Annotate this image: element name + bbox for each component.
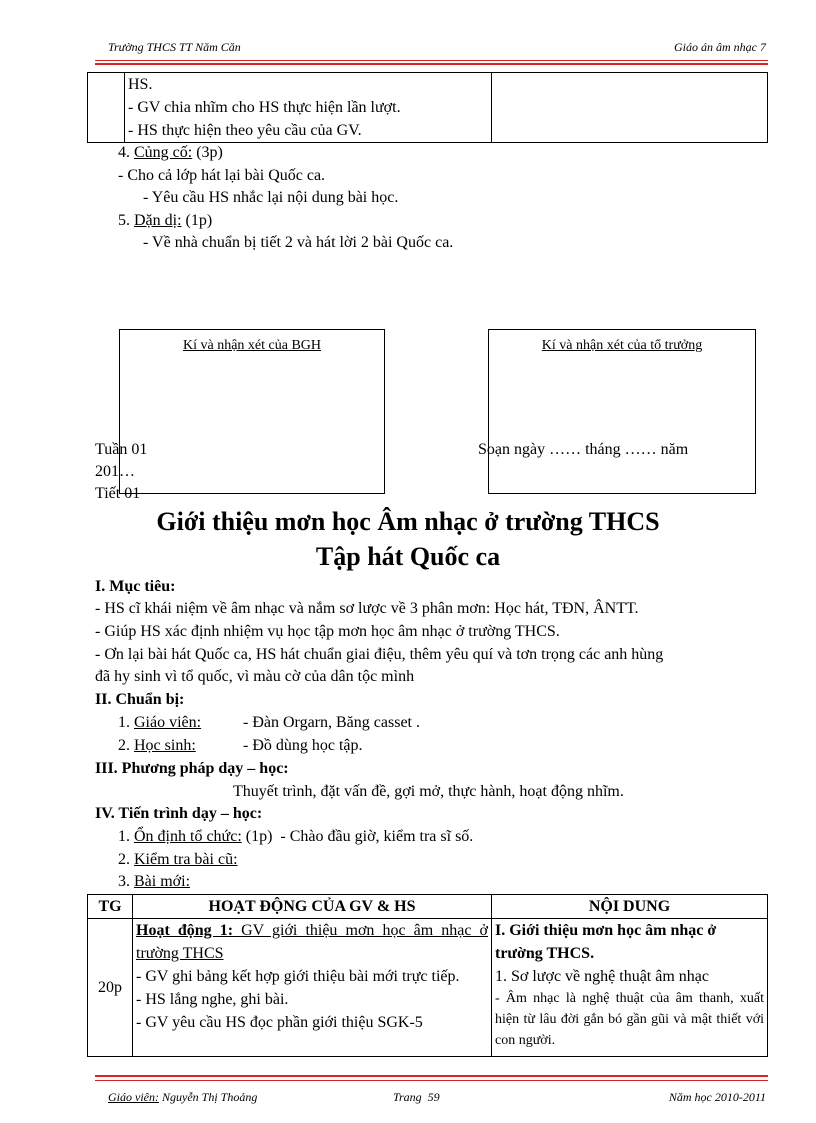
step-1-num: 1. — [118, 828, 130, 845]
content-text: - Âm nhạc là nghệ thuật của âm thanh, xuất hiện từ lâu đời gắn bó gần gũi và mật thiết với con người. — [495, 991, 764, 1048]
footer-page: Trang 59 — [393, 1090, 440, 1104]
cung-co-num: 4. — [118, 144, 130, 161]
phuong-phap-content: Thuyết trình, đặt vấn đề, gợi mở, thực hành, hoạt động nhĩm. — [233, 783, 624, 800]
to-truong-signature-label: Kí và nhận xét của tổ trưởng — [541, 338, 703, 353]
step-3-label: Bài mới: — [134, 873, 191, 890]
tien-trinh-step-1 — [118, 828, 473, 846]
footer-teacher-name: Nguyễn Thị Thoảng — [158, 1090, 258, 1104]
header-rule-thick — [95, 63, 768, 65]
lesson-table — [87, 894, 768, 1057]
to-truong-signature-box — [488, 329, 756, 494]
top-table-line: - HS thực hiện theo yêu cầu của GV. — [128, 122, 362, 139]
cung-co-label: Củng cố: — [134, 144, 193, 161]
dan-do-num: 5. — [118, 212, 130, 229]
footer-rule-thick — [95, 1075, 768, 1077]
prepared-date: Soạn ngày …… tháng …… năm — [478, 441, 689, 458]
chuan-bi-teacher-value: - Đàn Orgarn, Băng casset . — [243, 714, 420, 731]
header-subject: Giáo án âm nhạc 7 — [674, 40, 766, 54]
bgh-signature-label: Kí và nhận xét của BGH — [182, 338, 322, 353]
chuan-bi-student — [118, 737, 196, 755]
dan-do-line: - Về nhà chuẩn bị tiết 2 và hát lời 2 bài Quốc ca. — [143, 234, 454, 251]
period-label: Tiết 01 — [95, 485, 141, 502]
activity-title — [136, 919, 488, 965]
muc-tieu-line: đã hy sinh vì tổ quốc, vì màu cờ của dân tộc mình — [95, 668, 415, 685]
chuan-bi-student-num: 2. — [118, 737, 130, 754]
footer-rule-thin — [95, 1080, 768, 1081]
dan-do-label: Dặn dị: — [134, 212, 182, 229]
lesson-table-header-row — [88, 895, 768, 919]
header-tg: TG — [88, 895, 133, 919]
activity-label: Hoạt động 1: — [136, 922, 234, 939]
lesson-subtitle: Tập hát Quốc ca — [315, 542, 501, 571]
step-1-label: Ổn định tổ chức: — [134, 828, 242, 845]
week-label: Tuần 01 — [95, 441, 148, 458]
step-3-num: 3. — [118, 873, 130, 890]
chuan-bi-heading: II. Chuẩn bị: — [95, 691, 185, 708]
footer-teacher — [108, 1090, 257, 1105]
activity-title-text: GV giới thiệu mơn học âm nhạc ở trường THCS — [136, 922, 488, 962]
top-table-activity-cell — [125, 73, 492, 143]
cung-co-line: - Yêu cầu HS nhắc lại nội dung bài học. — [143, 189, 399, 206]
top-table-line: HS. — [128, 76, 153, 93]
step-1-rest: (1p) - Chào đầu giờ, kiểm tra sĩ số. — [241, 828, 474, 845]
bgh-signature-box — [119, 329, 385, 494]
footer-teacher-label: Giáo viên: — [108, 1090, 159, 1104]
header-noi-dung: NỘI DUNG — [492, 895, 768, 919]
top-table-tg-cell — [88, 73, 125, 143]
phuong-phap-heading: III. Phương pháp dạy – học: — [95, 760, 289, 777]
top-table-content-cell — [492, 73, 768, 143]
top-table-line: - GV chia nhĩm cho HS thực hiện lần lượt. — [128, 99, 401, 116]
header-rule-thin — [95, 60, 768, 61]
cung-co-time: (3p) — [196, 144, 223, 161]
chuan-bi-teacher — [118, 714, 201, 732]
cung-co-line: - Cho cả lớp hát lại bài Quốc ca. — [118, 167, 326, 184]
lesson-table-row — [88, 919, 768, 1057]
tien-trinh-step-3 — [118, 873, 190, 891]
muc-tieu-heading: I. Mục tiêu: — [95, 578, 176, 595]
chuan-bi-teacher-label: Giáo viên: — [134, 714, 202, 731]
dan-do-heading — [118, 212, 212, 230]
content-heading: I. Giới thiệu mơn học âm nhạc ở trường THCS. — [495, 922, 717, 962]
activity-line: - HS lắng nghe, ghi bài. — [136, 991, 289, 1008]
chuan-bi-teacher-num: 1. — [118, 714, 130, 731]
header-hoat-dong: HOẠT ĐỘNG CỦA GV & HS — [133, 895, 492, 919]
chuan-bi-student-label: Học sinh: — [134, 737, 196, 754]
content-cell — [492, 919, 768, 1057]
tg-cell: 20p — [88, 919, 133, 1057]
chuan-bi-student-value: - Đồ dùng học tập. — [243, 737, 363, 754]
muc-tieu-line: - HS cĩ khái niệm về âm nhạc và nắm sơ lược về 3 phân mơn: Học hát, TĐN, ÂNTT. — [95, 600, 639, 617]
activity-line: - GV ghi bảng kết hợp giới thiệu bài mới trực tiếp. — [136, 968, 460, 985]
step-2-num: 2. — [118, 851, 130, 868]
footer-school-year: Năm học 2010-2011 — [668, 1090, 766, 1104]
activity-line: - GV yêu cầu HS đọc phần giới thiệu SGK-5 — [136, 1014, 423, 1031]
muc-tieu-line: - Ơn lại bài hát Quốc ca, HS hát chuẩn giai điệu, thêm yêu quí và tơn trọng các anh hùng — [95, 646, 664, 663]
cung-co-heading — [118, 144, 223, 162]
tien-trinh-heading: IV. Tiến trình dạy – học: — [95, 805, 263, 822]
tien-trinh-step-2 — [118, 851, 238, 869]
lesson-title: Giới thiệu mơn học Âm nhạc ở trường THCS — [156, 507, 660, 536]
activity-cell — [133, 919, 492, 1057]
muc-tieu-line: - Giúp HS xác định nhiệm vụ học tập mơn học âm nhạc ở trường THCS. — [95, 623, 560, 640]
top-table — [87, 72, 768, 143]
dan-do-time: (1p) — [185, 212, 213, 229]
header-school: Trường THCS TT Năm Căn — [108, 40, 241, 54]
year-label: 201… — [95, 463, 135, 480]
content-subheading: 1. Sơ lược về nghệ thuật âm nhạc — [495, 968, 709, 985]
step-2-label: Kiểm tra bài cũ: — [134, 851, 238, 868]
